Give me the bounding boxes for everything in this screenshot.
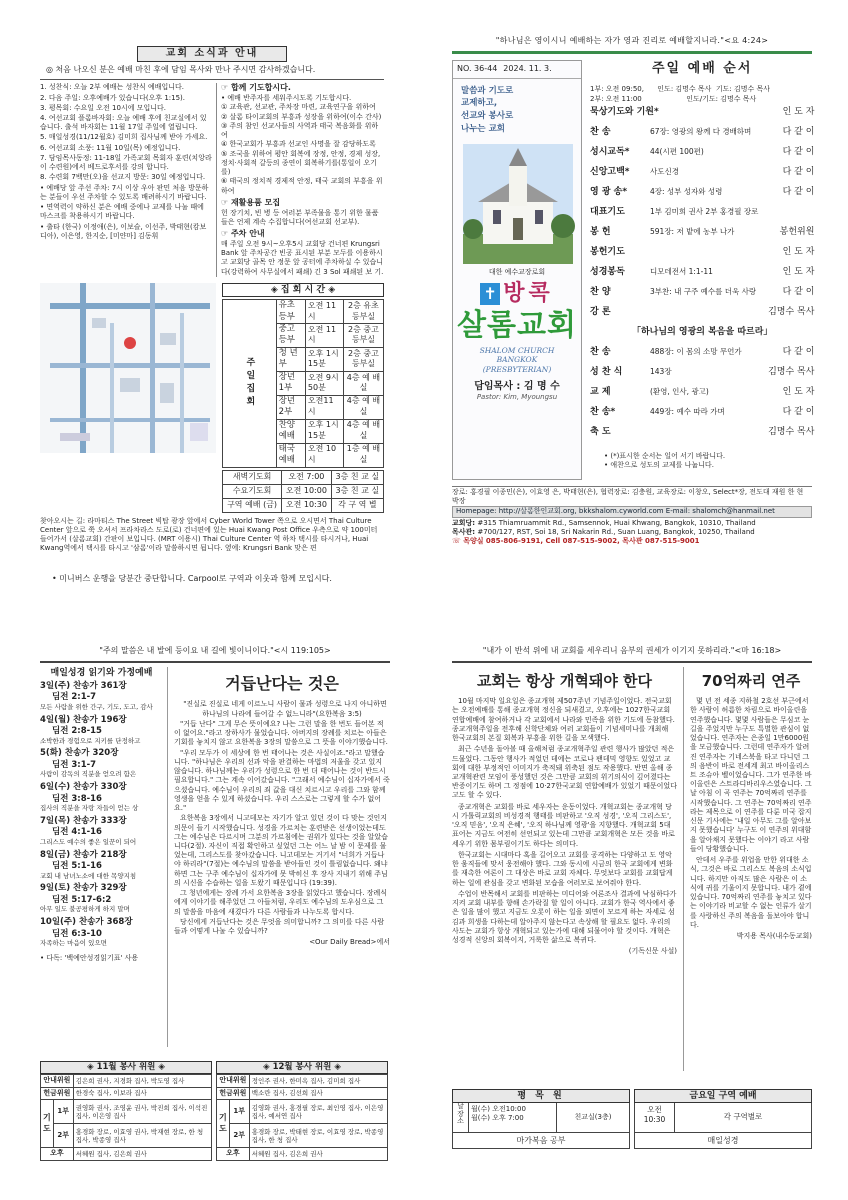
order-row [590, 406, 814, 426]
motto-line: 선교와 봉사로 [461, 111, 514, 122]
news-item: 1. 성찬식: 오늘 2부 예배는 성찬식 예배입니다. [40, 83, 185, 92]
reading-note: • 다독: '백예안성경읽기표' 사용 [40, 953, 139, 962]
order-leader: 김명수 목사 [768, 306, 815, 317]
duty-label: 1부 [229, 1100, 249, 1124]
schedule-cell: 2층 중고등부실 [343, 347, 383, 371]
order-label: 봉 헌 [590, 226, 611, 237]
duty-names: 서혜원 집사, 김은희 권사 [73, 1148, 211, 1160]
essay-paragraph: "진실로 진실로 네게 이르노니 사람이 물과 성령으로 나지 아니하면 하나님의 나라에 들어갈 수 없느니라"(요한복음 3:5) [183, 700, 387, 718]
order-item: 449장: 예수 따라 가며 [650, 406, 725, 416]
motto-line: 나누는 교회 [461, 123, 506, 134]
prayer-item: ① 교육관, 선교관, 주차장 마련, 교육연구을 위하여 [221, 103, 376, 112]
order-leader: 김명수 목사 [768, 366, 815, 377]
order-leader: 인 도 자 [782, 106, 815, 117]
duty-names: 김영화 권사, 홍경필 장로, 최인영 집사, 이은영 집사, 예서연 집사 [249, 1100, 387, 1124]
essay [168, 667, 390, 1047]
schedule-cell: 2층 중고등부실 [343, 323, 383, 347]
order-leader: 인 도 자 [782, 246, 815, 257]
duty-names: 서혜원 집사, 김은희 권사 [249, 1148, 387, 1160]
schedule-cell: 3층 친 교 실 [331, 484, 383, 498]
reading-item [40, 816, 163, 847]
reading-note: 아무 일도 불공평하게 하지 말며 [40, 905, 130, 914]
order-row [590, 286, 814, 306]
prayer-item: ② 살롬 타이교회의 부흥과 성장을 위하여(이수 간사) [221, 112, 382, 121]
bible-study-time: 월(수) 오전10:00 월(수) 오후 7:00 [469, 1103, 557, 1132]
order-row [590, 266, 814, 286]
essay-title: 거듭난다는 것은 [225, 673, 339, 693]
order-label: 성 찬 식 [590, 366, 623, 377]
schedule-cell: 장년 1부 [276, 371, 305, 395]
order-item: 591장: 저 밭에 농부 나가 [650, 226, 735, 236]
schedule-row [223, 300, 384, 324]
cell-meeting-title: 금요일 구역 예배 [634, 1089, 812, 1103]
cell-meeting-sub: 매일성경 [634, 1133, 812, 1149]
motto [453, 79, 581, 142]
schedule-table [222, 299, 384, 468]
order-row [590, 206, 814, 226]
order-row [590, 386, 814, 406]
reading-text: 딤전 3:1-7 [52, 759, 97, 770]
news-item: 6. 여선교회 소풍: 11월 10일(목) 예정입니다. [40, 143, 181, 152]
essay-paragraph: "거듭 난다" 그게 무슨 뜻이예요? 나는 그런 말을 한 번도 들어본 적이 없어요."라고 장하사가 물었습니다. 아버지의 장례를 치르는 아들은 기회를 놓치지 않고 요한복음 3장의 말씀으로 그 뜻을 이야기했습니다. [174, 719, 388, 747]
reading-text: 딤전 4:1-16 [52, 827, 102, 838]
cover-panel [452, 60, 582, 480]
schedule-cell: 태국 예배 [276, 443, 305, 467]
order-leader: 인 도 자 [782, 386, 815, 397]
order-label: 찬 양 [590, 286, 611, 297]
essay-paragraph: 그 청년에게는 장례 가서 요한복음 3장을 읽었다고 했습니다. 장례식에게 이야기를 해주었던 그 아들처럼, 우리도 예수님의 도우심으로 그의 말씀을 마음에 새겼다가 다른 사람들과 나누도록 합시다. [174, 889, 388, 916]
motto-line: 교제하고, [461, 98, 498, 109]
duty-nov-table [40, 1074, 212, 1160]
column-paragraph: 박지용 목사(내수동교회) [736, 931, 812, 940]
schedule-box [222, 283, 384, 513]
schedule-cell: 청 년 부 [276, 347, 305, 371]
order-title: 주일 예배 순서 [652, 60, 753, 76]
editorial-paragraph: 최근 수년을 돌아볼 때 올해처럼 종교개혁주일 관련 행사가 많았던 적은 드물었다. 그동안 행사가 적었던 데에는 코로나 팬데믹 영향도 있었고 교회에 대한 부정적인 이미지가 축적돼 위축된 점도 작용했다. 반면 올해 종교개혁관련 모임이 풍성했던 것은 그만큼 교회의 위기의식이 깊어졌다는 반증이기도 하며 그 정점에 10·27한국교회 연합예배가 있었기 때문이었다고도 할 수 있다. [452, 745, 677, 800]
schedule-row [223, 470, 384, 484]
service-time-2: 2부: 오전 11:00 인도/기도: 김명수 목사 [590, 94, 757, 103]
church-title: 방콕 [503, 281, 554, 307]
order-leader: 봉헌위원 [779, 226, 815, 237]
duty-nov-title: ◈ 11월 봉사 위원 ◈ [40, 1061, 212, 1074]
news-item: 3. 평목회: 수요일 오전 10시에 모입니다. [40, 103, 166, 112]
order-row [590, 326, 814, 346]
church-prefix: 대한 예수교장로회 [488, 267, 546, 276]
church-name: 살롬교회 [457, 307, 577, 343]
essay-source: <Our Daily Bread>에서 [309, 938, 390, 947]
news-item: 7. 담임목사동정: 11-18일 가족교회 목회자 훈련(치앙라이 수련원)에서 베드로후서를 강의 합니다. [40, 153, 212, 172]
schedule-cell: 오전 11시 [305, 300, 343, 324]
schedule-cell: 2층 유초등부실 [343, 300, 383, 324]
church-eng-line: SHALOM CHURCH [479, 345, 555, 355]
duty-row [217, 1148, 388, 1160]
reading-note: 사람이 감독의 직분을 얻으려 함은 [40, 770, 137, 779]
order-row [590, 366, 814, 386]
order-label: 성시교독* [590, 146, 630, 157]
reading-day: 5(화) 찬송가 320장 [40, 748, 119, 759]
duty-label: 2부 [53, 1124, 73, 1148]
reading-item [40, 850, 163, 881]
order-item: 1부 김미희 권사 2부 홍경필 장로 [650, 206, 759, 216]
order-row [590, 106, 814, 126]
schedule-cell: 오전 10:00 [282, 484, 332, 498]
prayer-item: ⑥ 태국의 정치적 경제적 안정, 태국 교회의 부흥을 위하여 [221, 177, 383, 195]
order-label: 영 광 송* [590, 186, 628, 197]
schedule-cell: 수요기도회 [223, 484, 282, 498]
issue-date: 2024. 11. 3. [503, 63, 552, 73]
church-eng-line: (PRESBYTERIAN) [482, 364, 552, 374]
order-item: 143장 [650, 366, 672, 376]
parking-text: 매 주일 오전 9시~오후5시 교회당 건너편 Krungsri Bank 앞 주차공간 빈공 표시된 부분 모두를 이용하시고 교회당 골목 안 정문 앞 공터에 주차하실 수 있습니다(강력하여 사무실에서 패쇄) 긴 3 Sol 패쇄된 보 기. [221, 239, 384, 276]
duty-dec-title: ◈ 12월 봉사 위원 ◈ [216, 1061, 388, 1074]
essay-paragraph: 요한복음 3장에서 니고데모는 자기가 알고 있던 것이 다 맞는 것인지 의문이 들기 시작했습니다. 성경을 가르치는 훈련받은 선생이었는데도 그는 예수님은 다르시며 그분의 가르침에는 권위가 있다는 것을 알았습니다(2절). 자신이 직접 확인하고 싶었던 그는 어느 날 밤 이 문제를 물었는데, 그리스도를 찾아갔습니다. 니고데모는 거기서 "너희가 거듭나야 하리라"(7절)는 예수님의 말씀을 받아들인 것이 틀림없습니다. 왜냐하면 그는 구주 예수님이 십자가에 못 박히신 후 장사 지내기 위해 주님의 시신을 수습하는 일을 도왔기 때문입니다 (19:39). [174, 814, 388, 887]
reading-note: 집사의 직분을 자랑 자들이 얻는 상 [40, 804, 139, 813]
page-editorial [452, 646, 812, 1186]
reading-item [40, 883, 163, 914]
page-news [40, 46, 384, 583]
reading-text: 딤전 3:8-16 [52, 793, 102, 804]
order-leader: 다 같 이 [782, 186, 815, 197]
duty-row [41, 1087, 212, 1099]
page-devotion [40, 646, 390, 1186]
duty-label: 안내위원 [41, 1075, 74, 1087]
reading-day: 4일(월) 찬송가 196장 [40, 714, 127, 725]
issue-number: NO. 36-44 [457, 63, 498, 73]
editorial-verse: "내가 이 반석 위에 내 교회를 세우리니 음부의 권세가 이기지 못하리라."<마 16:18> [482, 646, 782, 655]
order-leader: 김명수 목사 [768, 426, 815, 437]
editorial-paragraph: (기독신문 사설) [628, 947, 677, 956]
schedule-cell: 유초등부 [276, 300, 305, 324]
news-list [40, 83, 216, 277]
order-item: 67장: 영광의 왕께 다 경배하며 [650, 126, 752, 136]
reading-day: 7일(목) 찬송가 333장 [40, 815, 127, 826]
column-paragraph: 몇 년 전 세종 지하철 2호선 부근에서 한 사람이 허름한 차림으로 바이올린을 연주했습니다. 몇몇 사람들은 무심코 눈길을 주었지만 누구도 특별한 관심이 없었습니다. 연주자는 은종일 1만6000원을 모금했습니다. 그런데 연주자가 알려진 연주자는 기네스북을 타고 다니던 그의 음반이 바로 전세계 최고 바이올리스트 조슈아 벨이었습니다. 그가 연주한 바이올린은 스트라디바리우스였습니다. 그날 아침 이 곡 연주는 70억짜리 연주를 시작했습니다. 그 연주는 70억짜리 연주라는 제목으로 이 연주를 다룬 미국 잡지 신문 기사에는 '내일 아무도 그를 알아보지 못했습니다' 누구도 이 연주의 위대함을 알아채지 못했다는 이야기 라고 사람들이 당황했습니다. [690, 697, 812, 853]
order-row [590, 126, 814, 146]
bible-study-sub: 마가복음 공부 [452, 1133, 630, 1149]
news-item: 4. 여선교회 플롬바자회: 오늘 예배 후에 친교실에서 있습니다. 출석 바자회는 11월 17일 주일에 열립니다. [40, 114, 207, 132]
reading-note: 자족하는 마음이 있으면 [40, 939, 107, 948]
order-leader: 다 같 이 [782, 406, 815, 417]
reading-note: 그리스도 예수의 좋은 일꾼이 되어 [40, 837, 137, 846]
reading-item [40, 748, 163, 779]
order-label: 신앙고백* [590, 166, 630, 177]
pastor-eng: Pastor: Kim, Myoungsu [476, 393, 558, 402]
sermon-title: 「하나님의 영광의 복음을 따르라」 [631, 326, 773, 337]
donate-title: ☞ 재활용품 모집 [221, 197, 281, 207]
duty-label: 1부 [53, 1100, 73, 1124]
reading-note: 소박한과 경험으로 지키를 단정하고 [40, 736, 141, 745]
reading-text: 딤전 2:8-15 [52, 726, 102, 737]
schedule-cell: 오전 7:00 [282, 470, 332, 484]
order-item: 488장: 이 몸의 소망 무언가 [650, 346, 742, 356]
welcome-text: ◎ 처음 나오신 분은 예배 마친 후에 담임 목사와 만나 주시면 감사하겠습니다. [46, 64, 316, 74]
prayer-list [221, 94, 384, 196]
prayer-item: ③ 주의 참인 선교사들의 사역과 태국 복음화를 위하여 [221, 121, 379, 140]
news-title: 교회 소식과 안내 [137, 46, 287, 62]
order-leader: 다 같 이 [782, 166, 815, 177]
order-leader: 다 같 이 [782, 146, 815, 157]
duty-label: 헌금위원 [41, 1087, 74, 1099]
schedule-cell: 오후 1시15분 [305, 347, 343, 371]
motto-line: 말씀과 기도로 [461, 85, 514, 96]
reading-day: 9일(토) 찬송가 329장 [40, 883, 127, 894]
schedule-cell: 4층 예 배 실 [343, 419, 383, 443]
order-leader: 인 도 자 [782, 266, 815, 277]
pastor-name: 담임목사 : 김 명 수 [474, 380, 560, 392]
order-row [590, 226, 814, 246]
duty-label: 오후 [41, 1148, 74, 1160]
prayer-item: • 예배 반주자를 세워주시도록 기도합시다. [221, 94, 352, 103]
duty-row [217, 1100, 388, 1124]
duty-side-label: 기도 [41, 1100, 54, 1148]
schedule-cell: 찬양예배 [276, 419, 305, 443]
order-row [590, 166, 814, 186]
order-item: 디모데전서 1:1-11 [650, 266, 713, 276]
schedule-cell: 장년 2부 [276, 395, 305, 419]
prayer-title: ☞ 합께 기도합시다. [221, 83, 291, 93]
order-row [590, 146, 814, 166]
news-item: • 면역력이 약하신 분은 예배 중에나 교제를 나눌 때에 마스크를 착용하시기 바랍니다. [40, 203, 204, 221]
reading-item [40, 681, 163, 712]
duty-label: 2부 [229, 1124, 249, 1148]
bible-study-title: 평 목 원 [452, 1089, 630, 1103]
schedule-row [223, 498, 384, 512]
order-row [590, 246, 814, 266]
officers: 장로: 홍경필 이종민(은), 이효영 은, 박태현(은), 협력장로: 김충원, 교육장로: 이창오, Select*장, 전도대 재원 한 현 박장 [452, 486, 812, 506]
order-list [590, 106, 814, 446]
duty-names: 정인주 권사, 한미옥 집사, 김미희 집사 [249, 1075, 387, 1087]
reading-text: 딤전 5:17-6:2 [52, 894, 112, 905]
location-map [40, 283, 216, 453]
editorial-title: 교회는 항상 개혁돼야 한다 [476, 671, 653, 690]
schedule-cell: 중고등부 [276, 323, 305, 347]
schedule-cell: 1층 예 배 실 [343, 443, 383, 467]
cell-meeting-place: 각 구역별로 [723, 1112, 763, 1122]
reading-item [40, 917, 163, 948]
schedule-cell: 오전 10시 [305, 443, 343, 467]
service-time-1: 1부: 오전 09:50, 인도: 김명수 목사 기도: 김명수 목사 [590, 85, 771, 94]
reading-text: 딤전 6:3-10 [52, 928, 102, 939]
order-item: (환영, 인사, 광고) [650, 386, 709, 396]
parking-title: ☞ 주차 안내 [221, 229, 265, 239]
reading-text: 딤전 5:1-16 [52, 861, 102, 872]
duty-row [41, 1100, 212, 1124]
reading-text: 딤전 2:1-7 [52, 692, 97, 703]
church-photo [463, 144, 573, 264]
schedule-cell: 4층 예 배 실 [343, 371, 383, 395]
schedule-table-2 [222, 470, 384, 513]
homepage: Homepage: http://살롬한인교회.org, bkkshalom.cyworld.com E-mail: shalomch@hanmail.net [452, 506, 812, 517]
reading-note: 교회 내 남녀노소에 대한 목양지침 [40, 871, 137, 880]
duty-row [217, 1087, 388, 1099]
order-item: 4장: 성부 성자와 성령 [650, 186, 723, 196]
reading-note: 모든 사람을 위한 간구, 기도, 도고, 감사 [40, 702, 153, 711]
schedule-cell: 구역 예배 (금) [223, 498, 282, 512]
news-item: 5. 매일성경(11/12월호) 김미희 집사님께 받아 가세요. [40, 133, 208, 142]
order-row [590, 346, 814, 366]
order-row [590, 426, 814, 446]
news-item: 2. 다음 주일: 오후예배가 있습니다(오후 1:15). [40, 93, 185, 102]
schedule-cell: 오전 9시50분 [305, 371, 343, 395]
schedule-cell: 오전 10:30 [282, 498, 332, 512]
reading-day: 3일(주) 찬송가 361장 [40, 681, 127, 692]
order-leader: 다 같 이 [782, 126, 815, 137]
phones: ☏ 목양실 085-806-9191, Cell 087-515-9002, 목사관 087-515-9001 [452, 537, 700, 546]
reading-day: 6일(수) 찬송가 330장 [40, 782, 127, 793]
editorial-paragraph: 10월 마지막 일요일은 종교개혁 제507주년 기념주일이었다. 전국교회는 오전예배를 통해 종교개혁 정신을 되새겼고, 오후에는 1027한국교회 연합예배에 참여하거나 각 교회에서 나라와 민족을 위한 기도에 동참했다. 종교개혁주일을 전후해 신학단체와 여러 교회들이 기념세미나를 개최해 한국교회의 본질 회복과 부흥을 위한 길을 모색했다. [452, 697, 675, 743]
order-label: 축 도 [590, 426, 611, 437]
cover-verse: "하나님은 영이시니 예배하는 자가 영과 진리로 예배할지니라."<요 4:24> [495, 36, 769, 45]
order-leader: 다 같 이 [782, 346, 815, 357]
schedule-cell: 오전11시 [305, 395, 343, 419]
schedule-cell: 4층 예 배 실 [343, 395, 383, 419]
reading-day: 10일(주) 찬송가 368장 [40, 917, 133, 928]
schedule-cell: 오후 1시15분 [305, 419, 343, 443]
reading-title: 매일성경 읽기와 가정예배 [50, 667, 153, 678]
news-item: • 예배당 앞 주선 주차: 7시 이상 우아 판민 처음 방문하는 분들이 우선 주차할 수 있도록 배려하시기 바랍니다. [40, 183, 209, 201]
duty-names: 한경숙 집사, 이보라 집사 [73, 1087, 211, 1099]
order-row [590, 186, 814, 206]
directions-text: 찾아오시는 길: 라마티스 The Street 빅탑 광장 앞에서 Cyber World Tower 쪽으로 오시면서 Thai Culture Center 앞으로 쭉 오셔서 프라차라스 도로(로) 건너편에 있는 Huai Kwang Post Office 우측으로 약 100미터 들어가서 (살롬교회) 간판이 보입니다. (MRT 이용시) Thai Culture Center 역 하차 택시를 타시거나, Huai Kwang역에서 택시를 타시고 '삼롬'이라 말씀하시면 됩니다. 옆에: Krungsri Bank 맞은 편 [40, 516, 378, 553]
cross-icon: ✝ [480, 283, 500, 305]
schedule-cell: 각 구 역 별 [331, 498, 383, 512]
duty-row [41, 1148, 212, 1160]
schedule-row [223, 484, 384, 498]
prayer-item: ⑤ 조국을 위하여 평안 회복에 장정, 안정, 경제 성장, 정치·사회적 갈등의 종연이 회복하기를(통일이 오기를) [221, 149, 381, 177]
order-label: 성경봉독 [590, 266, 625, 277]
column-title: 70억짜리 연주 [701, 671, 801, 690]
schedule-cell: 3층 친 교 실 [331, 470, 383, 484]
news-item: • 출타 (한국) 이정애(은), 이보슬, 이선주, 박태현(캄보디아), 이은영, 한지순, [미얀마] 김동휘 [40, 222, 207, 240]
reading-item [40, 782, 163, 813]
church-eng [453, 346, 581, 374]
duty-side-label: 기도 [217, 1100, 230, 1148]
duty-names: 권영화 권사, 조영윤 권사, 박진희 집사, 이석진 집사, 이은영 집사 [73, 1100, 211, 1124]
donate-text: 헌 장기치, 빈 병 등 여러분 부족물을 통기 위한 물품들은 언제 계속 수집합니다(여선교회 선교부). [221, 208, 379, 226]
order-item: 사도신경 [650, 166, 679, 176]
order-row [590, 306, 814, 326]
schedule-cell: 오전 11시 [305, 323, 343, 347]
order-label: 찬 송 [590, 126, 611, 137]
devotion-verse: "주의 말씀은 내 발에 등이요 내 길에 빛이니이다."<시 119:105> [99, 646, 331, 655]
cell-meeting-time: 오전 10:30 [635, 1103, 675, 1132]
order-label: 봉헌기도 [590, 246, 625, 257]
duty-dec-table [216, 1074, 388, 1160]
page-cover [452, 36, 815, 566]
address-label-parsonage: 목사관: [452, 527, 476, 536]
prayer-item: ④ 한국교회가 부흥과 선교인 사명을 잘 감당하도록 [221, 140, 376, 149]
order-label: 강 론 [590, 306, 611, 317]
footnote: • 미니버스 운행을 당분간 중단합니다. Carpool로 구역과 이웃과 함께 모입시다. [52, 573, 332, 583]
order-item: 44(시편 100편) [650, 146, 704, 156]
duty-names: 백소란 집사, 김선희 집사 [249, 1087, 387, 1099]
duty-names: 홍경화 장로, 박태현 장로, 이효영 장로, 박종영 집사, 한 청 집사 [249, 1124, 387, 1148]
reading-item [40, 715, 163, 746]
reading-day: 8일(금) 찬송가 218장 [40, 849, 127, 860]
duty-label: 오후 [217, 1148, 250, 1160]
order-label: 묵상기도와 기원* [590, 106, 659, 117]
essay-paragraph: "우리 모두가 이 세상에 한 번 태어나는 것은 사실이죠."라고 말했습니다. "하나님은 우리의 선과 악을 판결하는 마법의 저울을 갖고 있지 않습니다. 하나님께는 우리가 성령으로 한 번 더 태어나는 것이 반드시 필요합니다." 그는 계속 이어갔습니다. "그래서 예수님이 십자가에서 죽으셨습니다. 예수님이 우리의 죄 값을 대신 치르시고 우리를 그와 함께 영생을 얻을 수 있게 하셨습니다. 우리 스스로는 그렇게 할 수가 없어요." [174, 748, 390, 813]
news-item: 8. 수련회 7백만(오)을 선교지 방문: 30일 예정입니다. [40, 173, 206, 182]
church-eng-line: BANGKOK [496, 355, 538, 365]
order-label: 찬 송* [590, 406, 616, 417]
duty-label: 안내위원 [217, 1075, 250, 1087]
address-label-church: 교회당: [452, 518, 476, 527]
order-leader: 다 같 이 [782, 286, 815, 297]
address-parsonage: #700/127, RST, Soi 18, Sri Nakarin Rd., Suan Luang, Bangkok, 10250, Thailand [477, 527, 755, 536]
bible-study-label: 날 장 소 [453, 1103, 469, 1132]
duty-row [217, 1124, 388, 1148]
duty-row [41, 1075, 212, 1087]
order-label: 대표기도 [590, 206, 625, 217]
editorial-paragraph: 수업이 반목해서 교회를 비판하는 미디어와 여론조사 결과에 낙심하다가 지켜 교회 내부를 향해 손가락질 할 일이 아니다. 교회가 한국 역사에서 좋은 일을 많이 했고 지금도 오롯이 하는 일을 외면이 모르게 하는 자세로 섬김과 희생을 다하는데 알아주지 않는다고 속상해 할 필요도 없다. 우리의 사도는 교회가 항상 개혁되고 있는가에 대해 되물어야 할 것이다. 개혁은 성경적 신앙의 회복이지, 거룩한 삶으로 복귀다. [452, 889, 677, 944]
order-note-1: • (*)표시한 순서는 일어 서기 바랍니다. [604, 451, 726, 460]
schedule-cell: 새벽기도회 [223, 470, 282, 484]
essay-paragraph: 당신에게 거듭난다는 것은 무엇을 의미합니까? 그 의미를 다른 사람들과 어떻게 나눌 수 있습니까? [174, 917, 385, 936]
duty-row [41, 1124, 212, 1148]
duty-names: 김은희 권사, 지경화 집사, 박도영 집사 [73, 1075, 211, 1087]
schedule-title: ◈ 집 회 시 간 ◈ [222, 283, 384, 297]
schedule-side-label: 주일집회 [223, 300, 277, 468]
order-label: 찬 송 [590, 346, 611, 357]
order-note-2: • 애찬으로 성도의 교제를 나눕니다. [604, 461, 714, 470]
address-church: #315 Thiamruammit Rd., Samsennok, Huai Khwang, Bangkok, 10310, Thailand [477, 518, 756, 527]
column-paragraph: 안데서 우주를 위업을 만한 위대한 소식, 그것은 바로 그리스도 복음의 소식입니다. 하지만 아직도 많은 사람은 이 소식에 귀를 기울이지 못합니다. 내가 곁에 있습니다. 70억짜리 연주를 놓치고 있다는 이야기라 비교할 수 없는 인류가 살기를 사랑하신 주의 복음을 돌보아야 합니다. [690, 856, 812, 929]
bible-study-place: 친교실(3층) [574, 1112, 612, 1121]
duty-row [217, 1075, 388, 1087]
editorial-paragraph: 한국교회는 시대마다 혹을 길어오고 교회를 공격하는 다양하고 도 영악한 움직들에 맞서 웅전해야 했다. 그와 동시에 시금의 한국 교회에게 변화를 재촉한 여론이 그 대상은 바로 교회 자체다. 무엇보다 교회를 교회답게 하는 일에 관심을 갖고 변화된 모습을 여러모로 보여줘야 한다. [452, 850, 673, 887]
duty-label: 헌금위원 [217, 1087, 250, 1099]
duty-names: 홍경화 장로, 이효영 권사, 박재현 장로, 한 청 집사, 박종영 집사 [73, 1124, 211, 1148]
order-item: 3부찬: 내 구주 예수를 더욱 사랑 [650, 286, 757, 296]
editorial-paragraph: 종교개혁은 교회를 바로 세우자는 운동이었다. 개혁교회는 종교개혁 당시 가톨릭교회의 비성경적 행태를 비판하고 '오직 성경', '오직 그리스도', '오직 믿음', '오직 은혜', '오직 하나님께 영광'을 지향했다. 개혁교회 5대 표어는 지금도 여전히 선언되고 있는데 그만큼 교회개혁은 모든 것을 바로 세우기 위한 몸부림이기도 하다는 의미다. [452, 802, 675, 848]
order-label: 교 제 [590, 386, 611, 397]
reading-plan [40, 667, 168, 1047]
